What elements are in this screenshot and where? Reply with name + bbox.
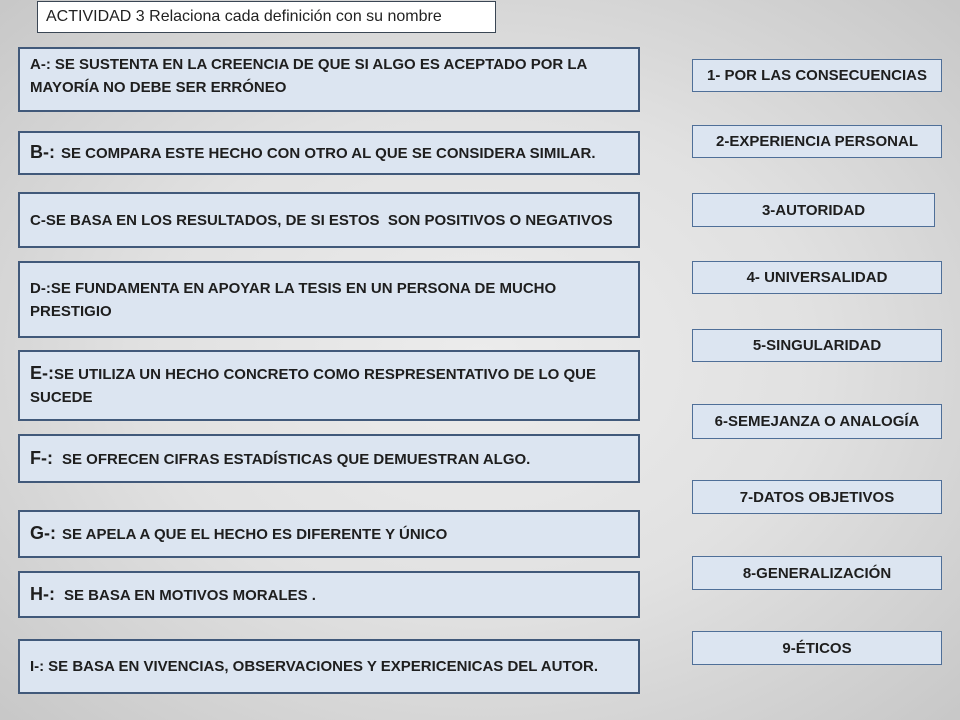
answer-8	[692, 556, 942, 590]
definition-label: B-:	[30, 142, 55, 162]
definition-text: SE BASA EN MOTIVOS MORALES .	[64, 586, 316, 604]
definition-c	[18, 192, 640, 248]
definition-line	[30, 209, 638, 232]
definition-line	[30, 386, 638, 409]
definition-line	[30, 522, 638, 546]
definition-text: SE COMPARA ESTE HECHO CON OTRO AL QUE SE CONSIDERA SIMILAR.	[61, 145, 596, 162]
definition-h	[18, 571, 640, 618]
definition-label: A-:	[30, 55, 51, 73]
definition-text: SE BASA EN VIVENCIAS, OBSERVACIONES Y EXPERICENICAS DEL AUTOR.	[48, 658, 599, 675]
definition-line	[30, 141, 638, 165]
answer-9	[692, 631, 942, 665]
answer-6	[692, 404, 942, 439]
definition-text: SE OFRECEN CIFRAS ESTADÍSTICAS QUE DEMUESTRAN ALGO.	[61, 450, 531, 468]
definition-e	[18, 350, 640, 421]
definition-line	[30, 300, 638, 323]
definition-line	[30, 76, 638, 99]
answer-label: 4- UNIVERSALIDAD	[746, 269, 888, 286]
definition-text: SE BASA EN LOS RESULTADOS, DE SI ESTOS SON POSITIVOS O NEGATIVOS	[45, 211, 613, 229]
definition-line	[30, 655, 638, 678]
definition-text: SE SUSTENTA EN LA CREENCIA DE QUE SI ALGO ES ACEPTADO POR LA	[54, 55, 588, 73]
answer-label: 9-ÉTICOS	[782, 639, 852, 657]
definition-label: I-:	[30, 658, 45, 675]
answer-7	[692, 480, 942, 514]
answer-label: 1- POR LAS CONSECUENCIAS	[706, 67, 928, 84]
definition-f	[18, 434, 640, 483]
answer-2	[692, 125, 942, 158]
definition-text: SE FUNDAMENTA EN APOYAR LA TESIS EN UN PERSONA DE MUCHO	[50, 279, 557, 297]
answer-3	[692, 193, 935, 227]
answer-label: 3-AUTORIDAD	[761, 201, 866, 219]
definition-text: SE APELA A QUE EL HECHO ES DIFERENTE Y ÚNICO	[62, 526, 448, 543]
definition-line	[30, 53, 638, 76]
definition-line	[30, 447, 638, 471]
definition-line	[30, 583, 638, 607]
definition-text: SUCEDE	[30, 389, 93, 406]
definition-text: SE UTILIZA UN HECHO CONCRETO COMO RESPRESENTATIVO DE LO QUE	[54, 366, 596, 383]
definition-label: E-:	[30, 363, 54, 383]
definition-g	[18, 510, 640, 558]
answer-1	[692, 59, 942, 92]
definition-d	[18, 261, 640, 338]
definition-label: F-:	[30, 447, 53, 468]
definition-text: MAYORÍA NO DEBE SER ERRÓNEO	[30, 78, 287, 96]
definition-label: H-:	[30, 583, 55, 604]
definition-line	[30, 362, 638, 386]
definition-line	[30, 277, 638, 300]
answer-label: 7-DATOS OBJETIVOS	[739, 488, 895, 506]
definition-label: G-:	[30, 523, 56, 543]
answer-4	[692, 261, 942, 294]
definition-label: C-	[30, 211, 46, 229]
activity-title-text: ACTIVIDAD 3 Relaciona cada definición con su nombre	[46, 8, 442, 25]
definition-text: PRESTIGIO	[30, 302, 112, 320]
definition-i	[18, 639, 640, 694]
activity-title	[37, 1, 496, 33]
answer-label: 5-SINGULARIDAD	[752, 337, 882, 354]
answer-label: 2-EXPERIENCIA PERSONAL	[716, 133, 918, 150]
definition-label: D-:	[30, 279, 51, 297]
answer-label: 8-GENERALIZACIÓN	[742, 564, 892, 582]
answer-5	[692, 329, 942, 362]
definition-b	[18, 131, 640, 175]
definition-a	[18, 47, 640, 112]
answer-label: 6-SEMEJANZA O ANALOGÍA	[714, 413, 920, 430]
